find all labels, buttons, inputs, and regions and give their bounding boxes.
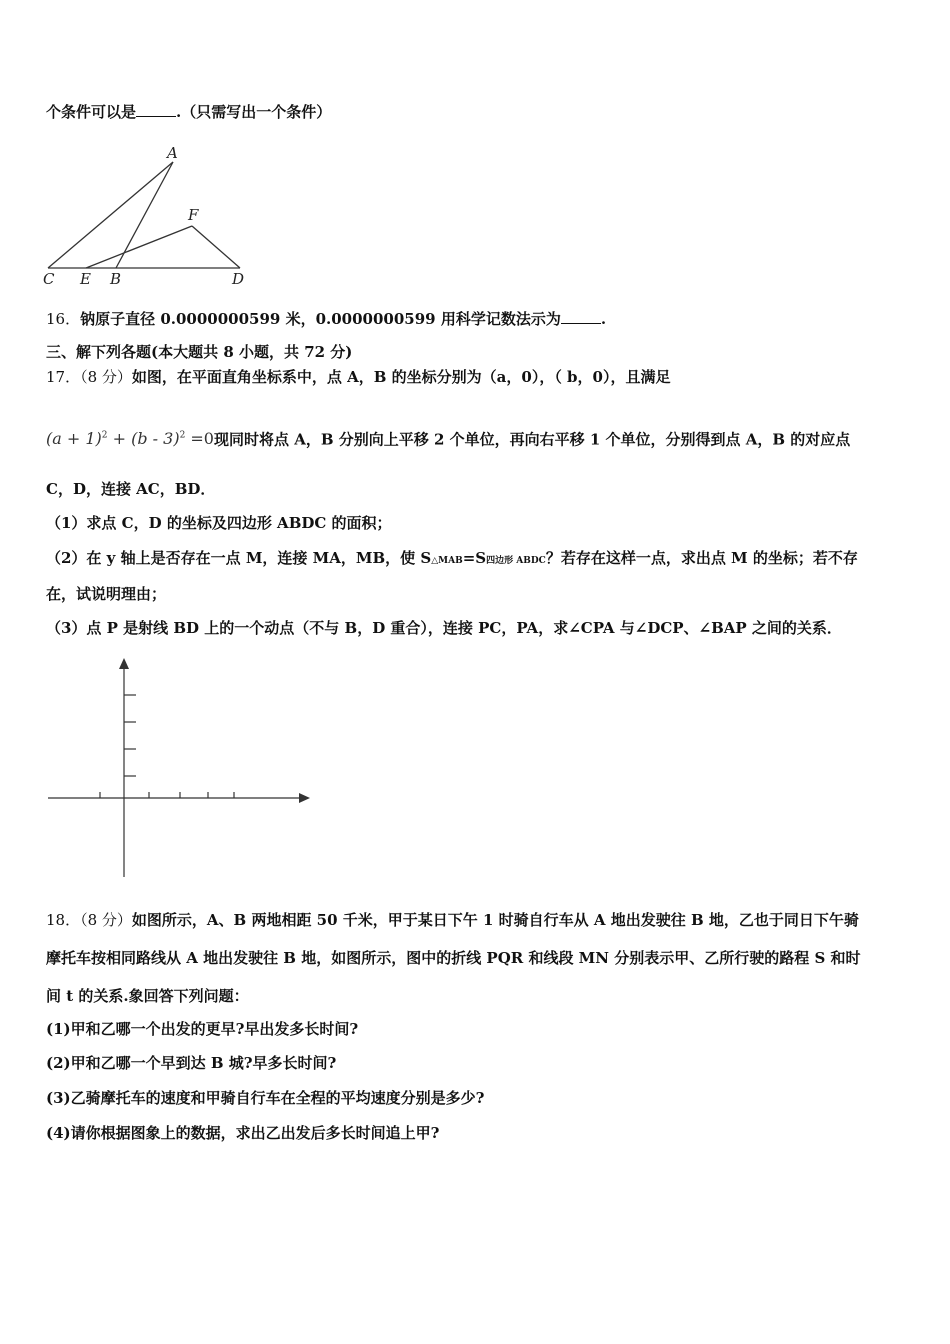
segment-CA [48,162,173,268]
q17-equation-line [46,425,850,450]
x-axis-arrow [299,793,310,803]
q17-number: 17． [46,368,81,386]
q15-text: 个条件可以是 [46,103,137,121]
eq-term-b: (b - 3) [131,429,180,449]
segment-EF [86,226,192,268]
q16-text: 钠原子直径 0.0000000599 米，0.0000000599 用科学记数法示为 [80,310,561,328]
label-A: A [167,144,178,162]
q18-item-1: (1)甲和乙哪一个出发的更早?早出发多长时间? [46,1020,359,1038]
eq-exp-2: 2 [179,431,186,441]
coordinate-axes [44,655,319,880]
q17-part2-b: ？若存在这样一点，求出点 M 的坐标；若不存 [545,549,858,567]
q17-intro-text: 如图，在平面直角坐标系中，点 A，B 的坐标分别为（a，0），（ b，0），且满足 [131,368,671,386]
q18-line2: 摩托车按相同路线从 A 地出发驶往 B 地，如图所示，图中的折线 PQR 和线段 MN 分别表示甲、乙所行驶的路程 S 和时 [46,949,861,967]
q17-part2 [46,547,858,572]
q16-end: . [600,310,607,328]
q17-part2-a: （2）在 y 轴上是否存在一点 M，连接 MA，MB，使 S [46,549,432,567]
q17-intro2: 现同时将点 A，B 分别向上平移 2 个单位，再向右平移 1 个单位，分别得到点 A，B 的对应点 [213,430,851,449]
section-title: 三、解下列各题(本大题共 8 小题，共 72 分) [46,343,353,361]
label-D: D [232,270,245,288]
q17-intro [46,366,670,388]
label-F: F [188,206,199,224]
q18-item-3: (3)乙骑摩托车的速度和甲骑自行车在全程的平均速度分别是多少? [46,1089,485,1107]
q18-number: 18． [46,911,81,929]
q16 [46,308,606,330]
q17-part2-mid: =S [462,549,487,567]
eq-plus: + [107,429,132,449]
segment-FD [192,226,240,268]
q17-part2-sub1: △MAB [431,556,463,566]
q18-line1-text: 如图所示，A、B 两地相距 50 千米，甲于某日下午 1 时骑自行车从 A 地出发驶往 B 地，乙也于同日下午骑 [131,911,859,929]
answer-blank [136,102,176,117]
q17-intro3: C，D，连接 AC，BD． [46,480,216,498]
label-E: E [80,270,91,288]
label-C: C [43,270,55,288]
geometry-figure [40,140,260,290]
q18-item-2: (2)甲和乙哪一个早到达 B 城?早多长时间? [46,1054,337,1072]
eq-term-a: (a + 1) [46,429,102,449]
q17-part2-cont: 在，试说明理由； [46,585,167,603]
y-axis-arrow [119,658,129,669]
eq-zero: =0 [185,429,214,449]
label-B: B [110,270,122,288]
q17-score: （8 分） [80,368,132,386]
answer-blank [561,309,601,324]
q16-number: 16． [46,310,81,328]
q18-score: （8 分） [80,911,132,929]
q17-part2-sub2: 四边形 ABDC [486,556,546,566]
q18-line3: 间 t 的关系.象回答下列问题： [46,987,249,1005]
q17-part1: （1）求点 C，D 的坐标及四边形 ABDC 的面积； [46,514,392,532]
q17-part3: （3）点 P 是射线 BD 上的一个动点（不与 B，D 重合），连接 PC，PA，求∠CPA 与∠DCP、∠BAP 之间的关系． [46,619,842,637]
q17-equation [46,429,214,448]
q15-end: .（只需写出一个条件） [176,103,332,121]
q15-continuation [46,101,331,123]
q18-item-4: (4)请你根据图象上的数据，求出乙出发后多长时间追上甲? [46,1124,440,1142]
q18-line1 [46,909,859,931]
eq-exp-1: 2 [101,431,108,441]
